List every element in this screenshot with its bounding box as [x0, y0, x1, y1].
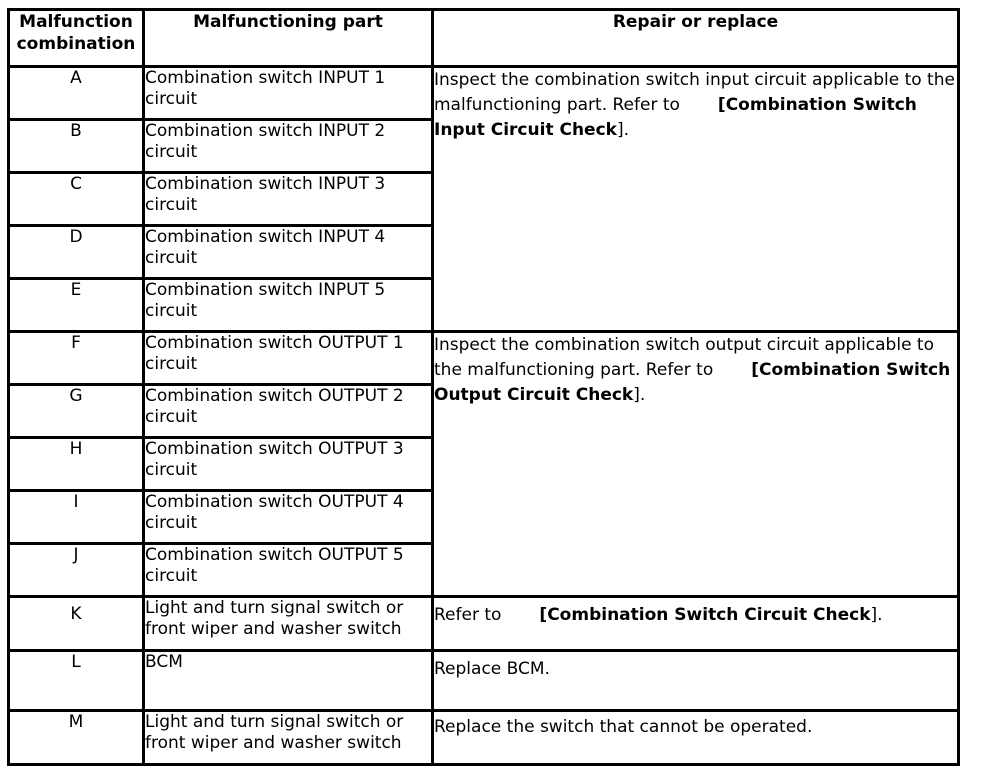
repair-k-cell — [433, 597, 959, 651]
code-cell: L — [9, 651, 144, 711]
part-cell: Combination switch OUTPUT 3 circuit — [144, 438, 433, 491]
repair-input-text: Inspect the combination switch input circuit applicable to the malfunctioning part. Refer to — [434, 70, 955, 115]
repair-output-text: Inspect the combination switch output circuit applicable to the malfunctioning part. Refer to — [434, 335, 934, 380]
code-cell: G — [9, 385, 144, 438]
repair-k-close: ]. — [870, 605, 883, 625]
part-cell: BCM — [144, 651, 433, 711]
repair-m-cell: Replace the switch that cannot be operated. — [433, 711, 959, 765]
repair-input-close: ]. — [616, 120, 630, 140]
code-cell: K — [9, 597, 144, 651]
header-row — [9, 10, 959, 67]
code-cell: M — [9, 711, 144, 765]
repair-input-open: [ — [717, 95, 726, 115]
code-cell: A — [9, 67, 144, 120]
table-row — [9, 332, 959, 385]
code-cell: I — [9, 491, 144, 544]
part-cell: Light and turn signal switch or front wiper and washer switch — [144, 711, 433, 765]
malfunction-table — [7, 8, 960, 766]
part-cell: Combination switch INPUT 4 circuit — [144, 226, 433, 279]
part-cell: Combination switch OUTPUT 2 circuit — [144, 385, 433, 438]
code-cell: D — [9, 226, 144, 279]
code-cell: H — [9, 438, 144, 491]
repair-k-link[interactable]: Combination Switch Circuit Check — [547, 605, 871, 625]
table-row — [9, 67, 959, 120]
table-row — [9, 711, 959, 765]
part-cell: Combination switch INPUT 3 circuit — [144, 173, 433, 226]
part-cell: Light and turn signal switch or front wiper and washer switch — [144, 597, 433, 651]
code-cell: B — [9, 120, 144, 173]
header-part: Malfunctioning part — [144, 10, 433, 67]
part-cell: Combination switch OUTPUT 5 circuit — [144, 544, 433, 597]
part-cell: Combination switch INPUT 5 circuit — [144, 279, 433, 332]
repair-k-open: [ — [539, 605, 548, 625]
header-repair: Repair or replace — [433, 10, 959, 67]
code-cell: E — [9, 279, 144, 332]
repair-input-cell — [433, 67, 959, 332]
table-row — [9, 651, 959, 711]
header-combination: Malfunction combination — [9, 10, 144, 67]
repair-output-link[interactable]: Combination Switch Output Circuit Check — [434, 360, 951, 405]
part-cell: Combination switch OUTPUT 4 circuit — [144, 491, 433, 544]
code-cell: C — [9, 173, 144, 226]
repair-output-open: [ — [751, 360, 760, 380]
code-cell: F — [9, 332, 144, 385]
part-cell: Combination switch INPUT 2 circuit — [144, 120, 433, 173]
part-cell: Combination switch OUTPUT 1 circuit — [144, 332, 433, 385]
code-cell: J — [9, 544, 144, 597]
repair-output-close: ]. — [633, 385, 646, 405]
repair-output-cell — [433, 332, 959, 597]
repair-input-link[interactable]: Combination Switch Input Circuit Check — [434, 95, 917, 140]
part-cell: Combination switch INPUT 1 circuit — [144, 67, 433, 120]
repair-l-cell: Replace BCM. — [433, 651, 959, 711]
table-row — [9, 597, 959, 651]
repair-k-text: Refer to — [434, 605, 502, 625]
